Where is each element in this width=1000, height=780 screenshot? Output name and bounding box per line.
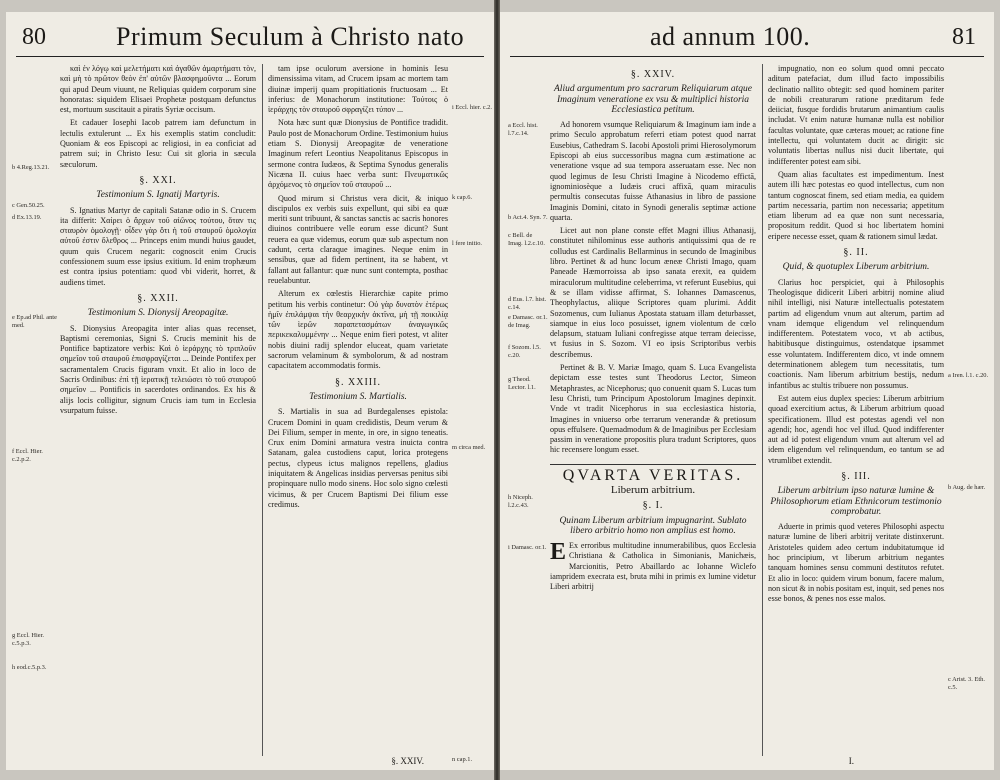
paragraph: Et cadauer Iosephi Iacob patrem iam defunctum in lectulis extulerunt ... Ex his exemplis statim concludit: Quoniam & eos Episcopi ac religiosi, in ea conficiat ad patrem sui; in Christo Iesu: Cui sit gloria in sæcula sæculorum. [60, 118, 256, 169]
testimony-title: Testimonium S. Dionysij Areopagitæ. [87, 308, 229, 319]
section-heading: §. III. [841, 470, 871, 482]
running-title: ad annum 100. [650, 22, 811, 51]
margin-note: d Eus. l.7. hist. c.14. [508, 296, 547, 311]
margin-note: c Gen.50.25. [12, 202, 45, 209]
section-heading: §. XXII. [137, 292, 179, 304]
margin-note: h Niceph. l.2.c.43. [508, 494, 533, 509]
margin-note: c Bell. de Imag. l.2.c.10. [508, 232, 545, 247]
paragraph-text: Ex erroribus multitudine innumerabilibus, quos Ecclesia Christiana & Catholica in Simonianis, Manichæis, Marcionitis, Petro Abaillardo ac Iohanne Wiclefo iampridem execrata est, bruta mihi in primis ex lumine videtur Liberi arbitrij [550, 541, 756, 592]
margin-notes-right [452, 64, 492, 763]
margin-notes-left [12, 64, 58, 756]
margin-note: i Damasc. or.1. [508, 544, 547, 551]
section-title: Quinam Liberum arbitrium impugnarint. Sublato libero arbitrio homo non amplius est homo. [559, 515, 747, 536]
paragraph: S. Ignatius Martyr de capitali Satanæ odio in S. Crucem ita differit: Χαίρει ὁ ἄρχων τοῦ αἰῶνος τούτου, ὅταν τις σταυρὸν ὁμολογῇ· οἶδεν γὰρ ὅτι ἡ τοῦ σταυροῦ ὁμολογία αὐτοῦ ἐστιν ὄλεθρος ... Princeps enim mundi huius gaudet, quum quis Crucem negarit: cognoscit enim Crucis confessionem suum esse ipsius exitium. Id enim trophæum est contra ipsius potentiam: quod vbi viderit, horret, & audiens timet. [60, 205, 256, 287]
paragraph: Quam alias facultates est impedimentum. Inest autem illi hæc potestas eo quod intellectus, cum non tantum cognoscat finem, sed etiam media, ea quidem partim necessaria, partim non necessaria; appetitum etiam liberum ad ea quæ non sunt necessaria, propositum reddit. Quod si hoc libertatem homini eripere necesse esset, quam & rationem simul lædat. [768, 169, 944, 241]
margin-note: a Eccl. hist. l.7.c.14. [508, 122, 538, 137]
margin-note: d Ex.13.19. [12, 214, 42, 221]
margin-note: a Iren. l.1. c.20. [948, 372, 989, 379]
chapter-subtitle: Liberum arbitrium. [610, 483, 696, 496]
running-title: Primum Seculum à Christo nato [116, 22, 465, 51]
margin-note: m circa med. [452, 444, 486, 451]
section-title: Quid, & quotuplex Liberum arbitrium. [782, 262, 930, 273]
margin-note: f Sozom. l.5. c.20. [508, 344, 541, 359]
right-column-2 [768, 64, 944, 756]
paragraph: S. Dionysius Areopagita inter alias quas recenset, Baptismi ceremonias, Signi S. Crucis meminit his de Pontifice baptizatore verbis: Καὶ ὁ ἱεράρχης τὸ τριπλοῦν σημεῖον τοῦ σταυροῦ ἐπισφραγίζεται ... Deinde Pontifex per sacramentalem Crucis figuram vnxit. Et alio in loco de Sacris Ordinibus: ἐπὶ τῇ ἱερατικῇ τελειώσει τὸ τοῦ σταυροῦ σημεῖον ... Pontificis in sacerdotes ordinandos. Ex his & alijs locis colligitur, signum Crucis iam tum in Ecclesia vsurpatum fuisse. [60, 323, 257, 415]
paragraph [550, 541, 756, 592]
paragraph: Licet aut non plane conste effet Magni illius Athanasij, constitutet nihilominus esse authoris antiquissimi qua de re colludus est Cardinalis Bellarminus in secundo de Imaginibus libro. Pertinet & ad hunc locum æneæ Christi Imago, quam Paneade Hæmorroissa ab ipso sanata erexit, ea quidem miraculorum multitudine celeberrima, vt referunt Eusebius, qui & se illam vidisse affirmat, S. Iohannes Damascenus, Theophylactus, aliique Scriptores quam plurimi. Addit Sozomenus, cum Iulianus Apostata statuam illam deturbasset, siamque in eius loco posuisset, ignem violentum de cœlo delapsum, statuam Iuliani confregisse atque terram deiecisse, vt fusius in S. Sozom. VI eo ipsis Scriptoribus verbis describemus. [550, 226, 756, 359]
paragraph: Est autem eius duplex species: Liberum arbitrium quoad exercitium actus, & Liberum arbitrium quoad specificationem. Illud est potestas agendi vel non agendi; hoc, agendi hoc vel illud. Quod indifferenter aut ad id potest eligendum vnum aut alterum vel ad idem eligendum vel relinquendum, eo tantum se ad vtrumlibet extendit. [768, 393, 944, 465]
header-rule [510, 56, 984, 57]
margin-note: b Act.4. Syn. 7. [508, 214, 548, 221]
section-heading: §. XXIII. [335, 376, 381, 388]
margin-note: g Eccl. Hier. c.5.p.3. [12, 632, 44, 647]
margin-note: g Theod. Lector. l.1. [508, 376, 536, 391]
chapter-heading: QVARTA VERITAS. [550, 464, 756, 481]
column-divider [262, 64, 263, 756]
margin-note: i Eccl. hier. c.2. [452, 104, 492, 111]
section-heading: §. II. [843, 247, 869, 259]
paragraph: S. Martialis in sua ad Burdegalenses epistola: Crucem Domini in quam credidistis, Deum verum & Dei Filium, semper in mente, in ore, in signo teneatis. Crux enim Domini armatura vestra inuicta contra Satanam, galea custodiens caput, lorica protegens pectus, clypeus ictus malignos repellens, gladius iniquitatem & Angelicas insidias perversas penitus sibi propinquare nullo modo sinens. Hoc solo signo cœlesti vicimus, & per Crucem Baptismi Dei filium esse credimus. [268, 407, 448, 509]
paragraph: Alterum ex cœlestis Hierarchiæ capite primo petitum his verbis continetur: Οὐ γὰρ δυνατὸν ἑτέρως ἡμῖν ἐπιλάμψαι τὴν θεαρχικὴν ἀκτῖνα, μὴ τῇ ποικιλίᾳ τῶν ἱερῶν παραπετασμάτων ἀναγωγικῶς περικεκαλυμμένην ... Neque enim fieri potest, vt aliter nobis diuini radij splendor eluceat, quam varietate sacrorum velaminum & symbolorum, & ad nostram capacitatem accommodatis formis. [268, 289, 448, 371]
page-number: 80 [22, 24, 46, 50]
right-header [500, 20, 994, 54]
section-heading: §. XXI. [139, 174, 177, 186]
margin-note: f Eccl. Hier. c.2.p.2. [12, 448, 43, 463]
paragraph: Nota hæc sunt quæ Dionysius de Pontifice tradidit. Paulo post de Monachorum Ordine. Testimonium huius etiam S. Dionysij Areopagitæ de veneratione Imaginum refert Leontius Neapolitanus Episcopus in sermone contra Iudæos, & Septima Synodus generalis Nicæna II. cuius haec verba sunt: Πνευματικῶς ἀρχόμενος τὸ σημεῖον τοῦ σταυροῦ ... [268, 118, 448, 190]
paragraph: Clarius hoc perspiciet, qui à Philosophis Theologisque didicerit Liberi arbitrij nomine aliud nihil intelligi, nisi Naturæ intellectualis potestatem partim ad eligendum vnum aut alterum, partim ad vnam idemque eligendum vel relinquendum indifferentem. Potestatem voco, vt ab actibus, habitibusque distinguimus, ostendatque ipsammet esse voluntatem. Indifferentem dico, vt inde omnem determinationem ablegem tum necessitatis, tum coactionis. Nam liberum arbitrium bestijs, nedum infantibus ac stultis tribuere non possumus. [768, 277, 944, 390]
margin-note: e Ep.ad Phil. ante med. [12, 314, 57, 329]
margin-note: b 4.Reg.13.21. [12, 164, 50, 171]
margin-note: e Damasc. or.1. de Imag. [508, 314, 548, 329]
margin-notes-left [508, 64, 548, 756]
drop-cap-e: E [550, 539, 567, 566]
margin-notes-right [948, 64, 990, 756]
header-rule [16, 56, 484, 57]
margin-note: h eod.c.5.p.3. [12, 664, 47, 671]
catchword: I. [848, 756, 854, 766]
right-page [500, 12, 994, 770]
section-title: Liberum arbitrium ipso naturæ lumine & Philosophorum etiam Ethnicorum testimonio comprobatur. [770, 486, 942, 517]
column-divider [762, 64, 763, 756]
margin-note: l fere initio. [452, 240, 482, 247]
page-number: 81 [952, 24, 976, 50]
testimony-title: Testimonium S. Martialis. [309, 391, 407, 402]
paragraph: impugnatio, non eo solum quod omni peccato aditum patefaciat, dum illud facto impossibilis declinatio nallito obtegit: sed quod hominem pariter de nobili creaturarum ratione præditarum fede deiiciat, fusque fordidis brutarum animantium caulis includat. Vt enim naturæ humanæ nulla est nobilior facultas voluntate, quæ cæteras mouet; ac ratione fine intellectu, qui voluntatem ducit ac dirigit: sic voluntatis libertas nullus nisi ducit libertate, qui indifferenter potest eam sibi. [768, 64, 944, 166]
paragraph: Aduerte in primis quod veteres Philosophi aspectu naturæ lumine de liberi arbitrij veritate distinxerunt. Aristoteles quidem adeo certum indubitatumque id hoc principium, vt liberum arbitrium negantes tanquam homines sensu communi destitutos refutet. Et alio in loco: quidem virum bonum, facere malum, non sicut & in nobis positam est, inquit, sed penes nos esse bonos, & penes nos esse malos. [768, 522, 944, 604]
left-header [6, 20, 494, 54]
catchword: §. XXIV. [391, 756, 424, 766]
paragraph: Pertinet & B. V. Mariæ Imago, quam S. Luca Evangelista depictam esse testes sunt Theodorus Lector, Simeon Metaphrastes, ac Nicephorus; quo conuenit quam S. Lucas tum Iesu Christi, tum Principum Apostolorum Imagines depinxit. Vnde vt tradit Nicephorus in sua ecclesiastica historia, Imagines in vniuerso orbe terrarum venerandæ & pretiosum opus effulsere. Quemadmodum & de Imaginibus per Ecclesiam passim in veneratione propositis plura tradunt Scriptores, quos hic recensere longum esset. [550, 363, 756, 455]
paragraph: Quod mirum si Christus vera dicit, & iniquo discipulos ex verbis suis expellunt, qui sibi ea quæ meriti sunt tribuunt, & sanctas sanctis ac sacris honores diuinos contribuere velle eorum esse dicunt? Sunt reuera ea quæ videmus, eorum quæ sub aspectum non cadunt, certa claraque imagines. Neque enim in sensibus, quæ ad fidem pertinent, ita se habent, vt fallant aut fallantur: quæ nunc sunt contempta, posthac reuelabuntur. [268, 193, 448, 285]
section-heading: §. XXIV. [630, 69, 676, 80]
margin-note: b Aug. de hær. [948, 484, 986, 491]
right-column-1 [550, 64, 756, 756]
paragraph: tam ipse oculorum aversione in hominis Iesu dimensissima vitam, ad Crucem ipsam ac mortem tam diuinæ imperij quam propitiationis fructuosam ... Et inferius: de Monachorum institutione: Τούτοις ὁ ἱεράρχης τὸν σταυροῦ σφραγίζει τύπον ... [268, 64, 448, 115]
margin-note: n cap.1. [452, 756, 473, 763]
paragraph: καὶ ἐν λόγῳ καὶ μελετήματι καὶ ἀγαθῶν ἁμαρτήματι τὸν, καὶ μὴ τὸ πρῶτον θεὸν ἐπ' αὐτῶν βλασφημοῦντα ... Eorum qui apud Deum viuunt, ne Reliquias quidem corporum sine honoratas: siquidem Elisaei Prophetæ postquam defunctus est, mortuum suscitauit a piratis Syriæ occisum. [60, 64, 256, 115]
margin-note: k cap.6. [452, 194, 473, 201]
testimony-title: Testimonium S. Ignatij Martyris. [96, 190, 220, 201]
left-page [6, 12, 494, 770]
left-column-2 [268, 64, 448, 756]
section-title: Aliud argumentum pro sacrarum Reliquiarum atque Imaginum veneratione ex vsu & multiplici historia Ecclesiastica petitum. [554, 84, 752, 115]
paragraph: Ad honorem vsumque Reliquiarum & Imaginum iam inde a primo Seculo approbatum referri etiam potest quod narrat Eusebius, Cathedram S. Iacobi Apostoli primi Hierosolymorum Episcopi ab eius successoribus magna cum æstimatione ac veneratione vsque ad sua tempora asseruatam esse. Nec non quod legimus de Iesu Christi Imagine à Nicodemo effictā, ignominiosèque a Iudæis cruci affixā, quam miraculis permultis consecutas fuisse Athanasius in libro de passione Imaginis Domini, citato in Synodi generalis septimæ actione quarta. [550, 120, 756, 222]
left-column-1 [60, 64, 256, 756]
section-heading: §. I. [642, 500, 664, 512]
margin-note: c Arist. 3. Eth. c.5. [948, 676, 985, 691]
